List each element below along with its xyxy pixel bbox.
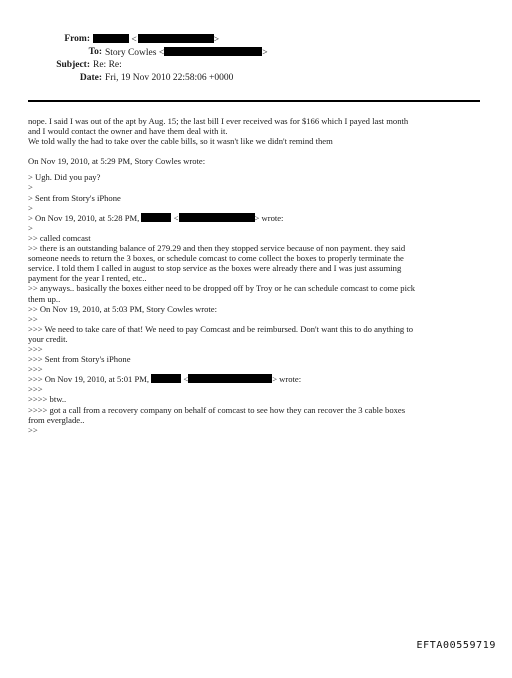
subject-label: Subject: — [56, 60, 90, 70]
quoted-line: >>> — [28, 384, 43, 395]
quoted-line: >>> We need to take care of that! We need to pay Comcast and be reimbursed. Don't want this to do anything to — [28, 323, 414, 334]
attribution-wrote: > wrote: — [254, 212, 284, 223]
attribution-text: > On Nov 19, 2010, at 5:28 PM, — [28, 212, 140, 223]
from-close-bracket: > — [213, 35, 220, 45]
quoted-line: >>> — [28, 364, 43, 375]
quoted-line: > Ugh. Did you pay? — [28, 172, 101, 183]
redaction-block — [164, 47, 262, 56]
to-close-bracket: > — [262, 48, 268, 58]
quoted-line: payment for the year I rented, etc.. — [28, 273, 147, 284]
from-value — [93, 34, 219, 46]
quoted-line: >>>> got a call from a recovery company on behalf of comcast to see how they can recover the 3 cable boxes — [28, 404, 406, 415]
quoted-line: >> called comcast — [28, 232, 91, 243]
from-label: From: — [64, 34, 90, 44]
subject-value: Re: Re: — [93, 60, 122, 70]
quote-attribution: On Nov 19, 2010, at 5:29 PM, Story Cowles wrote: — [28, 156, 206, 167]
quote-attribution — [28, 213, 486, 223]
to-name: Story Cowles < — [105, 48, 165, 58]
quoted-line: >> anyways.. basically the boxes either need to be dropped off by Troy or he can schedule comcast to come pick — [28, 283, 416, 294]
quoted-line: >> there is an outstanding balance of 279.29 and then they stopped service because of non payment. they said — [28, 243, 406, 254]
to-label: To: — [88, 47, 102, 57]
redaction-block — [138, 34, 214, 43]
from-open-bracket: < — [131, 35, 137, 45]
quoted-line: someone needs to return the 3 boxes, or schedule comcast to come collect the boxes to properly terminate the — [28, 253, 404, 264]
date-label: Date: — [79, 73, 102, 83]
body-line: We told wally the had to take over the cable bills, so it wasn't like we didn't remind them — [28, 136, 333, 147]
quoted-line: >>> Sent from Story's iPhone — [28, 354, 131, 365]
quoted-line: them up.. — [28, 293, 61, 304]
quoted-line: > — [28, 202, 33, 213]
date-value: Fri, 19 Nov 2010 22:58:06 +0000 — [105, 73, 234, 83]
quote-attribution: >> On Nov 19, 2010, at 5:03 PM, Story Cowles wrote: — [28, 303, 217, 314]
body-line: nope. I said I was out of the apt by Aug. 15; the last bill I ever received was for $166 which I payed last month — [28, 116, 409, 126]
quoted-line: >> — [28, 424, 38, 435]
to-value — [105, 47, 268, 59]
header-divider — [28, 100, 480, 102]
body-line: and I would contact the owner and have them deal with it. — [28, 126, 228, 137]
document-id: EFTA00559719 — [416, 640, 496, 651]
redaction-block — [141, 213, 171, 222]
redaction-block — [151, 374, 181, 383]
quoted-line: >>> — [28, 343, 43, 354]
quoted-line: > Sent from Story's iPhone — [28, 192, 121, 203]
quoted-line: > — [28, 222, 33, 233]
attribution-bracket: < — [173, 212, 179, 223]
quoted-line: service. I told them I called in august to stop service as the boxes were already there and I was just assuming — [28, 263, 402, 274]
redaction-block — [179, 213, 255, 222]
spacer — [28, 146, 486, 156]
quoted-line: >> — [28, 313, 38, 324]
quoted-line: > — [28, 182, 33, 193]
email-body — [28, 116, 486, 435]
attribution-bracket: < — [183, 374, 189, 385]
quote-attribution — [28, 374, 486, 384]
redaction-block — [188, 374, 272, 383]
redaction-block — [93, 34, 129, 43]
quoted-line: your credit. — [28, 333, 68, 344]
attribution-text: >>> On Nov 19, 2010, at 5:01 PM, — [28, 374, 150, 385]
attribution-wrote: > wrote: — [272, 374, 302, 385]
quoted-line: from everglade.. — [28, 414, 85, 425]
quoted-line: >>>> btw.. — [28, 394, 67, 405]
